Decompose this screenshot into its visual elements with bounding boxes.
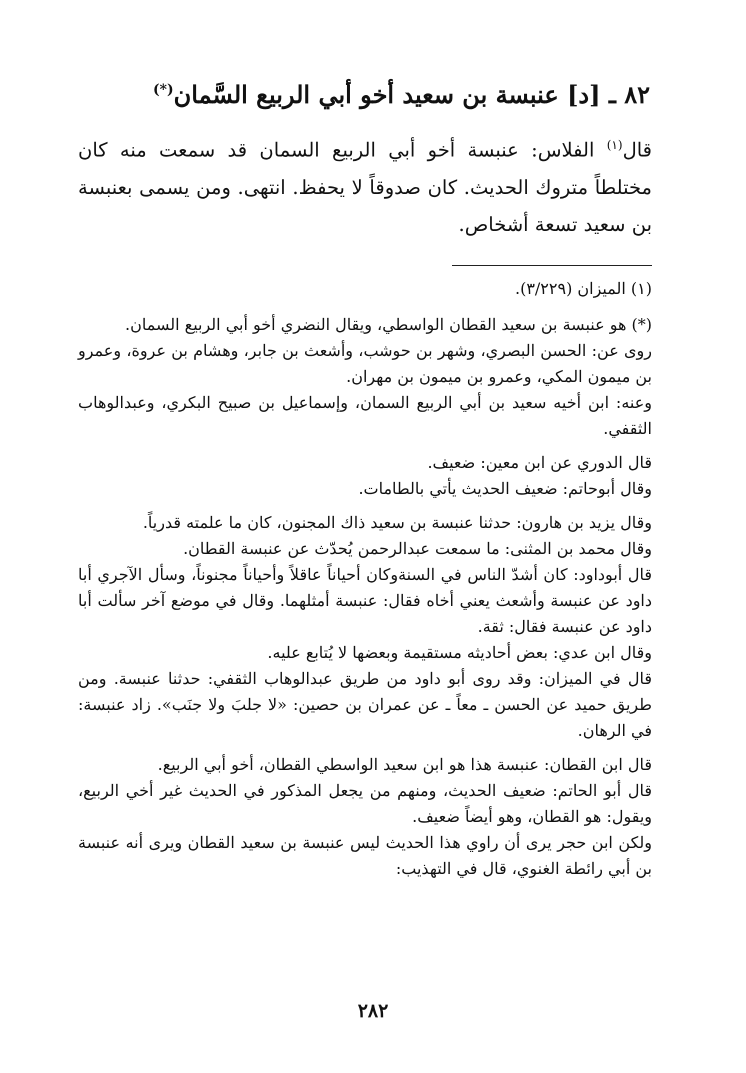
footnote-line: وقال محمد بن المثنى: ما سمعت عبدالرحمن يُحدّث عن عنبسة القطان.: [183, 538, 652, 558]
footnote-star: [78, 312, 652, 882]
entry-title: عنبسة بن سعيد أخو أبي الربيع السَّمان: [173, 80, 559, 109]
footnote-line: وقال أبوحاتم: ضعيف الحديث يأتي بالطامات.: [358, 478, 652, 498]
page-number: ٢٨٢: [357, 1000, 389, 1022]
entry-symbol: [د]: [567, 80, 601, 109]
body-lead: قال: [622, 138, 652, 162]
footnote-line: قال الدوري عن ابن معين: ضعيف.: [427, 452, 652, 472]
page-content: [78, 70, 652, 882]
footnote-ref: (١): [606, 138, 623, 152]
footnote-line: وعنه: ابن أخيه سعيد بن أبي الربيع السمان، وإسماعيل بن صبيح البكري، وعبدالوهاب الثقفي.: [78, 392, 652, 438]
entry-marker: (*): [153, 82, 174, 98]
body-text: الفلاس: عنبسة أخو أبي الربيع السمان قد سمعت منه كان مختلطاً متروك الحديث. كان صدوقاً لا يحفظ. انتهى. ومن يسمى بعنبسة بن سعيد تسعة أشخاص.: [78, 138, 652, 236]
entry-number: ٨٢ ـ: [608, 80, 650, 109]
footnote-line: قال أبو الحاتم: ضعيف الحديث، ومنهم من يجعل المذكور في الحديث غير أخي الربيع، ويقول: هو القطان، وهو أيضاً ضعيف.: [78, 780, 652, 826]
footnote-line: (*) هو عنبسة بن سعيد القطان الواسطي، ويقال النضري أخو أبي الربيع السمان.: [125, 314, 652, 334]
footnote-line: قال في الميزان: وقد روى أبو داود من طريق عبدالوهاب الثقفي: حدثنا عنبسة. ومن طريق حميد عن الحسن ـ معاً ـ عن عمران بن حصين: «لا جلبَ ولا جنَب». زاد عنبسة: في الرهان.: [78, 668, 652, 740]
entry-heading: [78, 70, 652, 115]
footnote-line: وقال يزيد بن هارون: حدثنا عنبسة بن سعيد ذاك المجنون، كان ما علمته قدرياً.: [142, 512, 652, 532]
footnote-line: ولكن ابن حجر يرى أن راوي هذا الحديث ليس عنبسة بن سعيد القطان ويرى أنه عنبسة بن أبي رائطة الغنوي، قال في التهذيب:: [78, 832, 652, 878]
footnote-line: قال ابن القطان: عنبسة هذا هو ابن سعيد الواسطي القطان، أخو أبي الربيع.: [157, 754, 652, 774]
footnote-divider: [452, 265, 652, 266]
footnote-line: وقال ابن عدي: بعض أحاديثه مستقيمة وبعضها لا يُتابع عليه.: [267, 642, 652, 662]
footnote-line: قال أبوداود: كان أشدّ الناس في السنةوكان أحياناً عاقلاً وأحياناً مجنوناً، وسأل الآجري أبا داود عن عنبسة وأشعث يعني أخاه فقال: عنبسة أمثلهما. وقال في موضع آخر سألت أبا داود عن عنبسة فقال: ثقة.: [78, 564, 652, 636]
footnote-line: روى عن: الحسن البصري، وشهر بن حوشب، وأشعث بن جابر، وهشام بن عروة، وعمرو بن ميمون المكي، وعمرو بن ميمون بن مهران.: [78, 340, 652, 386]
footnote-1: (١) الميزان (٣/٢٢٩).: [514, 278, 652, 298]
body-paragraph: [78, 127, 652, 243]
